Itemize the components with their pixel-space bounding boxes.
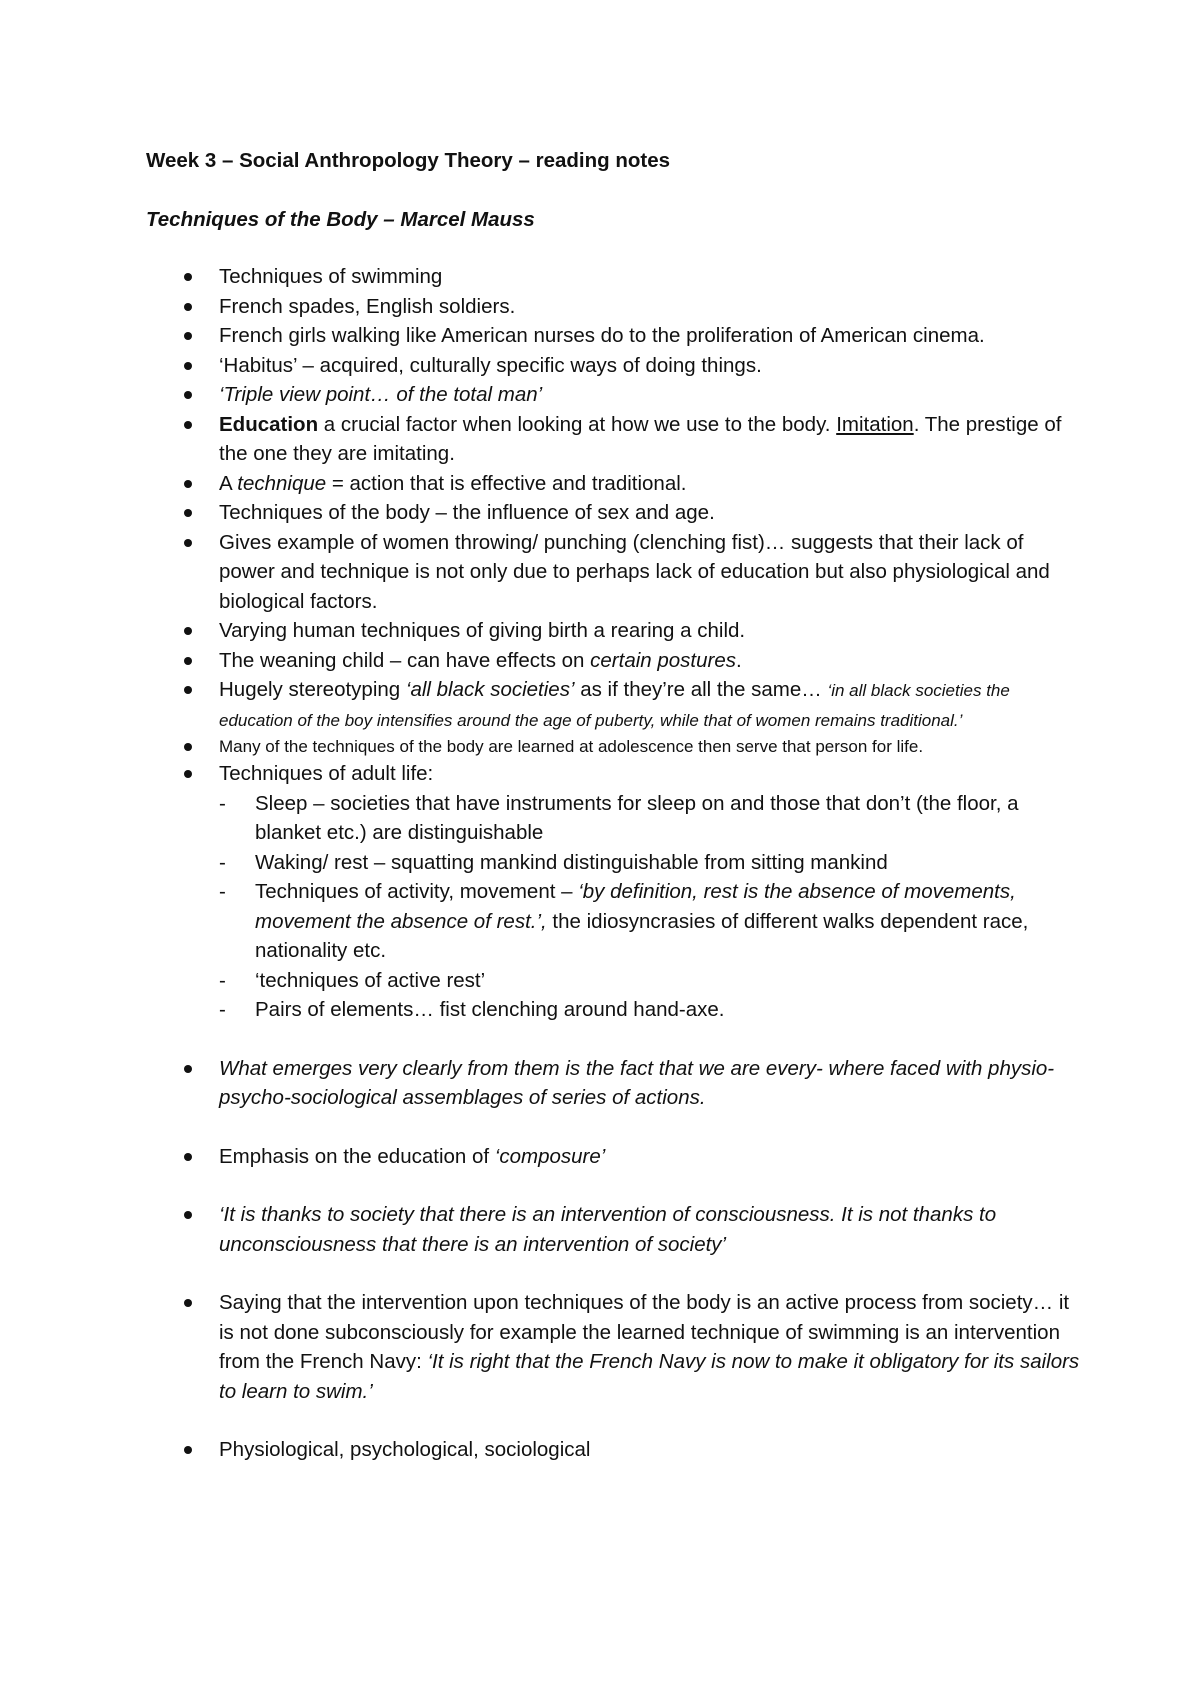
list-item: Physiological, psychological, sociological xyxy=(146,1435,1080,1465)
bullet-icon xyxy=(184,1446,192,1454)
bullet-icon xyxy=(184,657,192,665)
list-item: Varying human techniques of giving birth a rearing a child. xyxy=(146,616,1080,646)
bullet-icon xyxy=(184,627,192,635)
bullet-icon xyxy=(184,362,192,370)
bullet-icon xyxy=(184,509,192,517)
bullet-icon xyxy=(184,539,192,547)
list-item: Hugely stereotyping ‘all black societies’ as if they’re all the same… ‘in all black societies the education of the boy intensifies around the age of puberty, while that of women remains traditional.’ xyxy=(146,675,1080,734)
list-item: Techniques of the body – the influence of sex and age. xyxy=(146,498,1080,528)
sub-list-item: - ‘techniques of active rest’ xyxy=(219,966,1080,996)
list-item: Emphasis on the education of ‘composure’ xyxy=(146,1142,1080,1172)
list-item: French spades, English soldiers. xyxy=(146,292,1080,322)
page-title: Week 3 – Social Anthropology Theory – reading notes xyxy=(146,149,671,172)
sub-list xyxy=(219,789,1080,1025)
list-item: Techniques of swimming xyxy=(146,262,1080,292)
sub-list-item: - Techniques of activity, movement – ‘by definition, rest is the absence of movements, movement the absence of rest.’, the idiosyncrasies of different walks dependent race, nationality etc. xyxy=(219,877,1080,966)
dash-marker: - xyxy=(219,850,226,874)
bullet-icon xyxy=(184,332,192,340)
dash-marker: - xyxy=(219,791,226,815)
bullet-icon xyxy=(184,1065,192,1073)
bullet-icon xyxy=(184,480,192,488)
bullet-icon xyxy=(184,1211,192,1219)
sub-list-item: - Pairs of elements… fist clenching around hand-axe. xyxy=(219,995,1080,1025)
list-item: Gives example of women throwing/ punching (clenching fist)… suggests that their lack of power and technique is not only due to perhaps lack of education but also physiological and biological factors. xyxy=(146,528,1080,617)
bullet-icon xyxy=(184,1299,192,1307)
bullet-icon xyxy=(184,770,192,778)
sub-list-item: - Sleep – societies that have instruments for sleep on and those that don’t (the floor, a blanket etc.) are distinguishable xyxy=(219,789,1080,848)
bullet-icon xyxy=(184,273,192,281)
list-item: Saying that the intervention upon techniques of the body is an active process from society… it is not done subconsciously for example the learned technique of swimming is an intervention from the French Navy: ‘It is right that the French Navy is now to make it obligatory for its sailors to learn to swim.’ xyxy=(146,1288,1080,1406)
bullet-icon xyxy=(184,1153,192,1161)
list-item: French girls walking like American nurses do to the proliferation of American cinema. xyxy=(146,321,1080,351)
list-item: Techniques of adult life: - Sleep – societies that have instruments for sleep on and those that don’t (the floor, a blanket etc.) are distinguishable - Waking/ rest – squatting mankind distinguishable from sitting mankind - Techniques of activity, movement – ‘by definition, rest is the absence of movements, movement the absence of rest.’, the idiosyncrasies of different walks dependent race, nationality etc. - ‘techniques of active rest’ - Pairs of elements… fist clenching around hand-axe. xyxy=(146,759,1080,1025)
list-item: Many of the techniques of the body are learned at adolescence then serve that person for life. xyxy=(146,734,1080,759)
bullet-icon xyxy=(184,686,192,694)
list-item: ‘It is thanks to society that there is an intervention of consciousness. It is not thanks to unconsciousness that there is an intervention of society’ xyxy=(146,1200,1080,1259)
bullet-icon xyxy=(184,303,192,311)
dash-marker: - xyxy=(219,998,226,1021)
list-item: ‘Triple view point… of the total man’ xyxy=(146,380,1080,410)
list-item: The weaning child – can have effects on certain postures. xyxy=(146,646,1080,676)
list-item: What emerges very clearly from them is the fact that we are every- where faced with physio-psycho-sociological assemblages of series of actions. xyxy=(146,1054,1080,1113)
dash-marker: - xyxy=(219,880,226,903)
notes-list xyxy=(146,262,1080,1465)
sub-list-item: - Waking/ rest – squatting mankind distinguishable from sitting mankind xyxy=(219,848,1080,878)
bullet-icon xyxy=(184,391,192,399)
bullet-icon xyxy=(184,421,192,429)
list-item: ‘Habitus’ – acquired, culturally specific ways of doing things. xyxy=(146,351,1080,381)
section-heading: Techniques of the Body – Marcel Mauss xyxy=(146,207,535,231)
list-item: Education a crucial factor when looking at how we use to the body. Imitation. The prestige of the one they are imitating. xyxy=(146,410,1080,469)
dash-marker: - xyxy=(219,968,226,992)
bullet-icon xyxy=(184,743,192,751)
list-item: A technique = action that is effective and traditional. xyxy=(146,469,1080,499)
